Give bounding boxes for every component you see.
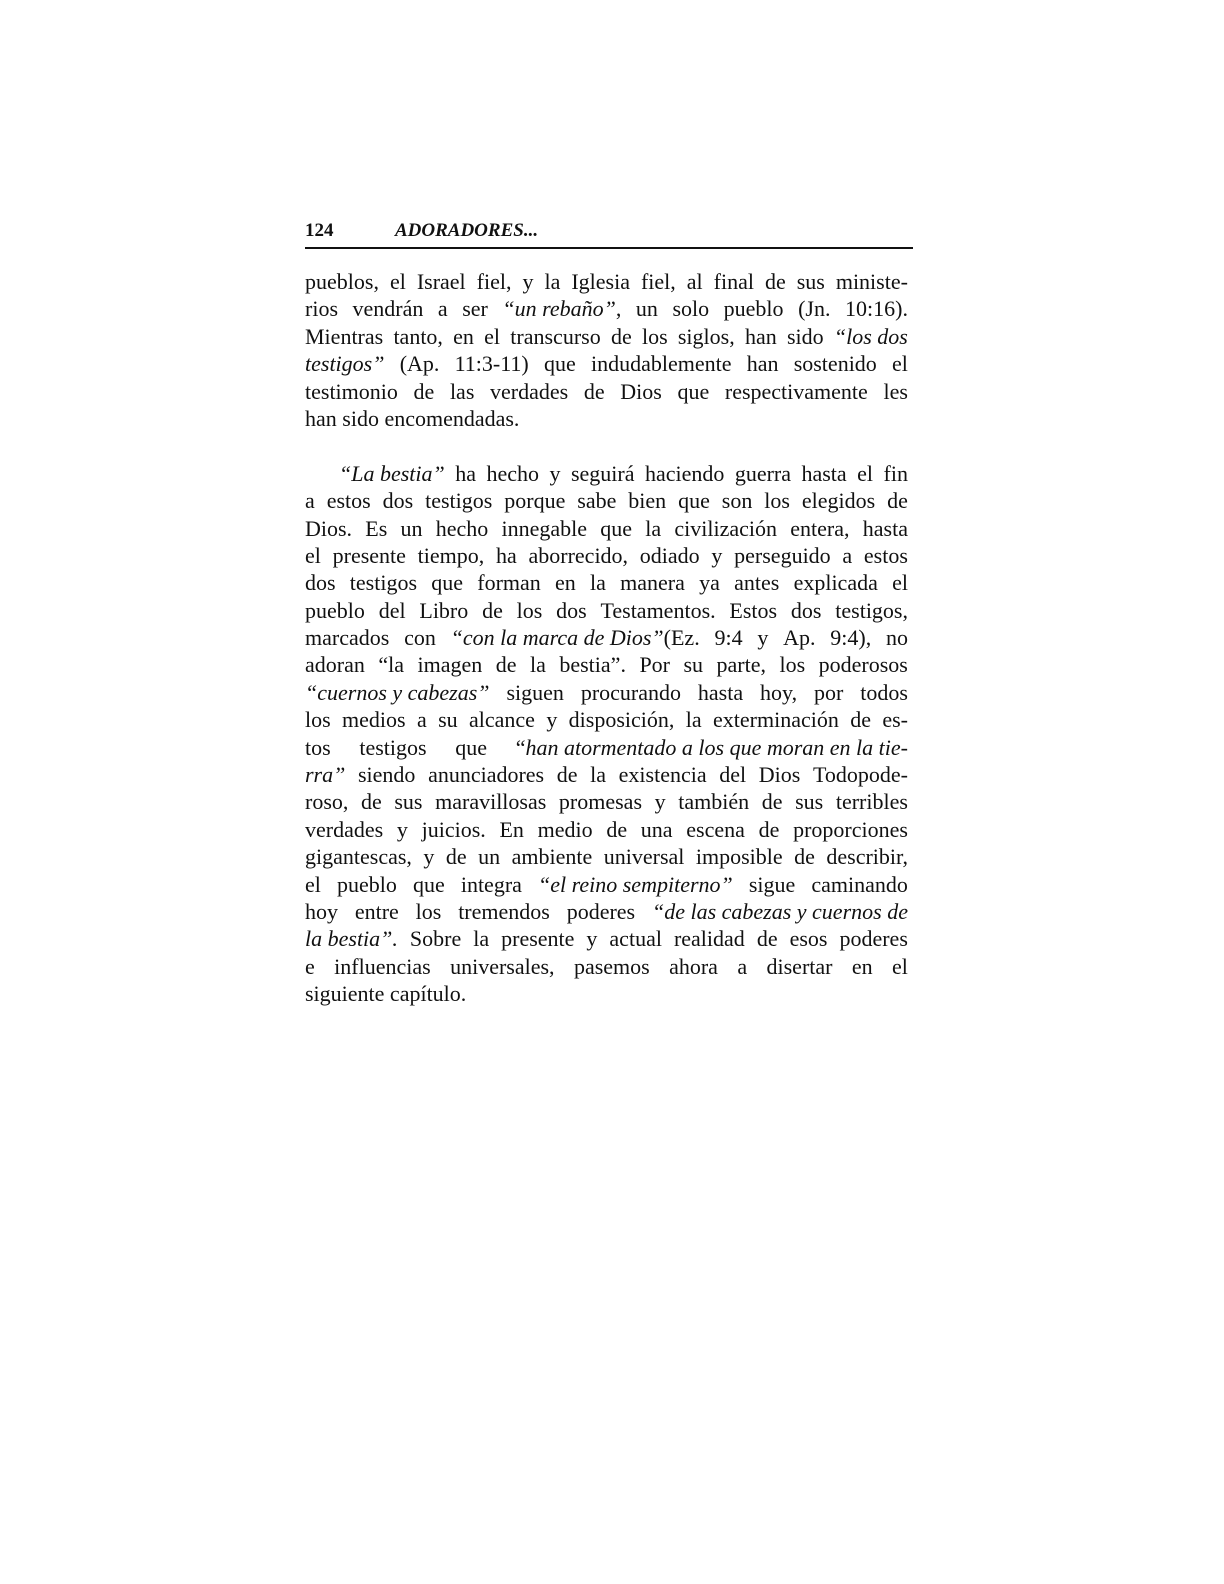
word: dos <box>382 488 414 514</box>
word: describir, <box>826 844 908 870</box>
word: poderosos <box>818 652 908 678</box>
word: de <box>850 707 871 733</box>
word: manera <box>620 570 685 596</box>
word: aborrecido, <box>528 542 629 568</box>
word: Israel <box>416 269 466 294</box>
word: y <box>423 844 435 870</box>
word: Sobre <box>409 926 462 952</box>
word: rios <box>305 296 338 322</box>
word: el <box>892 570 908 596</box>
text-line <box>305 651 908 678</box>
italic-quote: testigos” <box>305 351 385 377</box>
word: a <box>737 953 748 979</box>
word: sus <box>394 789 423 815</box>
word: de <box>413 378 435 404</box>
word: disertar <box>766 953 833 979</box>
word: el <box>892 953 908 979</box>
word: solo <box>672 296 710 322</box>
italic-quote: rra” <box>305 762 346 788</box>
italic-quote: “con la marca de Dios”(Ez. <box>450 625 700 651</box>
word: entre <box>354 898 399 924</box>
paragraph-2 <box>305 460 908 1008</box>
word: influencias <box>334 953 431 979</box>
word: del <box>719 762 747 788</box>
word: haciendo <box>644 460 725 486</box>
text-line <box>305 980 908 1007</box>
word: de <box>606 816 628 842</box>
word: esos <box>789 926 828 952</box>
word: hoy <box>305 898 338 924</box>
word: adoran <box>305 652 365 678</box>
line-text: han sido encomendadas. <box>305 405 520 431</box>
word: hoy, <box>760 679 798 705</box>
word: sido <box>786 323 824 349</box>
word: bestia”. <box>559 652 626 678</box>
word: maravillosas <box>435 789 547 815</box>
text-line <box>305 843 908 870</box>
text-line <box>305 268 908 295</box>
word: ha <box>496 542 517 568</box>
word: fiel, <box>640 269 676 294</box>
word: fin <box>883 460 908 486</box>
word: la <box>590 762 607 788</box>
word: testimonio <box>305 378 398 404</box>
word: “la <box>378 652 404 678</box>
text-line <box>305 405 908 432</box>
word: y <box>549 460 561 486</box>
word: dos <box>556 597 587 623</box>
word: forman <box>477 570 541 596</box>
word: pueblo <box>336 871 397 897</box>
word: la <box>685 707 702 733</box>
word: indudablemente <box>590 351 732 377</box>
word: a <box>305 488 315 514</box>
word: ya <box>699 570 720 596</box>
word: de <box>556 762 578 788</box>
word: perseguido <box>734 542 831 568</box>
running-title: ADORADORES... <box>395 220 539 241</box>
word: y <box>654 789 666 815</box>
word: el <box>857 460 874 486</box>
word: siendo <box>357 762 416 788</box>
text-line <box>305 734 908 761</box>
word: su <box>683 652 704 678</box>
word: que <box>543 351 576 377</box>
word: , <box>615 296 622 322</box>
word: (Ap. <box>399 351 440 377</box>
word: ahora <box>669 953 718 979</box>
word: bien <box>628 488 667 514</box>
word: seguirá <box>570 460 635 486</box>
word: el <box>892 351 908 377</box>
word: que <box>431 570 464 596</box>
word: civilización <box>674 515 778 541</box>
word: marcados <box>305 625 390 651</box>
word: sus <box>795 789 824 815</box>
word: los <box>305 707 331 733</box>
word: también <box>678 789 750 815</box>
word: al <box>686 269 703 294</box>
word: universal <box>603 844 685 870</box>
word: su <box>438 707 458 733</box>
italic-quote: “de las cabezas y cuernos de <box>651 898 908 924</box>
word: entera, <box>790 515 850 541</box>
word: juicios. <box>421 816 486 842</box>
word: y <box>757 625 769 651</box>
word: integra <box>460 871 522 897</box>
word: un <box>478 844 501 870</box>
text-line <box>305 515 908 542</box>
word: Ap. <box>783 625 816 651</box>
text-line <box>305 350 908 377</box>
word: las <box>449 378 475 404</box>
word: presente <box>501 926 575 952</box>
word: transcurso <box>510 323 601 349</box>
word: a <box>437 296 448 322</box>
word: 11:3-11) <box>454 351 529 377</box>
word: de <box>887 488 908 514</box>
word: final <box>713 269 754 294</box>
word: terribles <box>835 789 908 815</box>
word: tos <box>305 734 331 760</box>
word: la <box>473 926 490 952</box>
italic-quote: “los dos <box>833 323 908 349</box>
text-line <box>305 542 908 569</box>
word: de <box>482 597 503 623</box>
word: de <box>756 926 778 952</box>
word: de <box>764 269 786 294</box>
word: innegable <box>501 515 588 541</box>
text-line <box>305 898 908 925</box>
word: Dios. <box>305 515 353 541</box>
word: siguen <box>506 679 564 705</box>
word: han <box>744 323 777 349</box>
word: Mientras <box>305 323 384 349</box>
word: presente <box>332 542 406 568</box>
page-header <box>305 219 913 249</box>
word: imposible <box>695 844 783 870</box>
word: de <box>761 789 783 815</box>
word: el <box>305 871 321 897</box>
word: Testamentos. <box>600 597 716 623</box>
word: hecho <box>435 515 489 541</box>
word: Dios <box>758 762 801 788</box>
word: dos <box>790 597 822 623</box>
text-line <box>305 871 908 898</box>
word: no <box>886 625 908 651</box>
italic-quote: “La bestia” <box>339 460 445 486</box>
word: de <box>758 816 780 842</box>
word: fiel, <box>476 269 512 294</box>
word: y <box>546 707 558 733</box>
word: imagen <box>417 652 483 678</box>
word: del <box>378 597 406 623</box>
word: explicada <box>793 570 878 596</box>
word: 10:16). <box>845 296 908 322</box>
word: y <box>586 926 598 952</box>
word: y <box>711 542 723 568</box>
word: alcance <box>469 707 535 733</box>
word: Es <box>365 515 388 541</box>
text-line <box>305 953 908 980</box>
word: en <box>453 323 474 349</box>
word: con <box>404 625 436 651</box>
word: es- <box>882 707 908 733</box>
word: “ <box>515 734 526 760</box>
word: escena <box>686 816 745 842</box>
word: antes <box>734 570 780 596</box>
word: (Ez. <box>663 625 700 651</box>
text-line <box>305 761 908 788</box>
word: el <box>484 323 501 349</box>
word: testigos <box>425 488 493 514</box>
page-number: 124 <box>305 220 334 241</box>
word: siglos, <box>677 323 735 349</box>
word: pasemos <box>573 953 650 979</box>
word: los <box>764 488 790 514</box>
italic-quote: la bestia”. <box>305 926 398 952</box>
text-line <box>305 925 908 952</box>
word: han <box>746 351 779 377</box>
word: vendrán <box>352 296 424 322</box>
word: verdades <box>305 816 384 842</box>
body-text <box>305 268 908 1008</box>
word: de <box>610 323 632 349</box>
word: los <box>415 898 442 924</box>
word: odiado <box>639 542 700 568</box>
word: un <box>400 515 423 541</box>
word: (Jn. <box>798 296 831 322</box>
word: estos <box>326 488 371 514</box>
text-line <box>305 624 908 651</box>
text-line <box>305 487 908 514</box>
word: tremendos <box>458 898 550 924</box>
word: sigue <box>748 871 796 897</box>
word: sabe <box>577 488 617 514</box>
word: la <box>590 570 606 596</box>
word: son <box>721 488 753 514</box>
word: ser <box>462 296 488 322</box>
word: testigos, <box>835 597 908 623</box>
word: pueblos, <box>305 269 379 294</box>
word: el <box>305 542 321 568</box>
text-line <box>305 295 908 322</box>
word: Iglesia <box>571 269 630 294</box>
word: que <box>600 515 633 541</box>
word: los <box>641 323 668 349</box>
word: de <box>583 378 605 404</box>
word: roso, <box>305 789 349 815</box>
word: ministe- <box>835 269 908 294</box>
word: la <box>529 652 546 678</box>
word: en <box>555 570 576 596</box>
italic-quote: “cuernos y cabezas” <box>305 679 490 705</box>
text-line <box>305 706 908 733</box>
word: procurando <box>580 679 681 705</box>
word: 9:4), <box>830 625 872 651</box>
word: estos <box>863 542 908 568</box>
word: de <box>495 652 517 678</box>
word: todos <box>860 679 908 705</box>
word: la <box>645 515 662 541</box>
word: medios <box>342 707 406 733</box>
word: tiempo, <box>417 542 485 568</box>
word: de <box>361 789 382 815</box>
word: disposición, <box>568 707 675 733</box>
word: el <box>389 269 406 294</box>
paragraph-1 <box>305 268 908 432</box>
word: de <box>794 844 815 870</box>
word: hasta <box>801 460 847 486</box>
word: tanto, <box>393 323 443 349</box>
word: anunciadores <box>428 762 545 788</box>
word: los <box>516 597 543 623</box>
word: Todopode- <box>812 762 908 788</box>
word: pueblo <box>305 597 365 623</box>
word: de <box>445 844 467 870</box>
word: parte, <box>716 652 766 678</box>
word: que <box>678 488 710 514</box>
word: hasta <box>697 679 744 705</box>
text-line <box>305 816 908 843</box>
word: Dios <box>620 378 662 404</box>
word: en <box>851 953 873 979</box>
word: a <box>416 707 427 733</box>
word: que <box>677 378 710 404</box>
word: pueblo <box>723 296 784 322</box>
word: proporciones <box>793 816 908 842</box>
word: sus <box>796 269 825 294</box>
word: actual <box>609 926 662 952</box>
word: medio <box>537 816 593 842</box>
word: guerra <box>734 460 791 486</box>
word: testigos <box>359 734 427 760</box>
word: 9:4 <box>714 625 743 651</box>
word: Estos <box>729 597 778 623</box>
word: elegidos <box>801 488 876 514</box>
word: universales, <box>450 953 555 979</box>
word: un <box>635 296 658 322</box>
word: una <box>640 816 673 842</box>
word: y <box>396 816 408 842</box>
word: hecho <box>486 460 539 486</box>
word: promesas <box>558 789 643 815</box>
word: la <box>544 269 561 294</box>
word: En <box>499 816 524 842</box>
word: Por <box>639 652 670 678</box>
text-line <box>305 460 908 487</box>
text-line <box>305 597 908 624</box>
word: realidad <box>673 926 745 952</box>
word: caminando <box>811 871 908 897</box>
text-line <box>305 378 908 405</box>
word: gigantescas, <box>305 844 412 870</box>
word: testigos <box>349 570 418 596</box>
word: por <box>814 679 844 705</box>
word: ha <box>455 460 476 486</box>
text-line <box>305 569 908 596</box>
italic-quote: “han atormentado a los que moran en la tie- <box>515 734 908 760</box>
text-line <box>305 679 908 706</box>
word: dos <box>305 570 336 596</box>
word: que <box>455 734 488 760</box>
word: que <box>412 871 445 897</box>
word: sostenido <box>793 351 877 377</box>
word: hasta <box>862 515 908 541</box>
word: poderes <box>566 898 636 924</box>
line-text: siguiente capítulo. <box>305 981 467 1007</box>
word: los <box>779 652 806 678</box>
word: existencia <box>618 762 707 788</box>
word: porque <box>504 488 566 514</box>
word: y <box>522 269 534 294</box>
word: ambiente <box>511 844 593 870</box>
word: les <box>883 378 908 404</box>
word: verdades <box>490 378 569 404</box>
word: e <box>305 953 315 979</box>
word: Libro <box>419 597 469 623</box>
italic-quote: “el reino sempiterno” <box>538 871 733 897</box>
word: exterminación <box>713 707 839 733</box>
word: poderes <box>839 926 908 952</box>
text-line <box>305 323 908 350</box>
italic-quote: “un rebaño”, <box>502 296 622 322</box>
word: a <box>842 542 853 568</box>
text-line <box>305 788 908 815</box>
word: respectivamente <box>724 378 868 404</box>
